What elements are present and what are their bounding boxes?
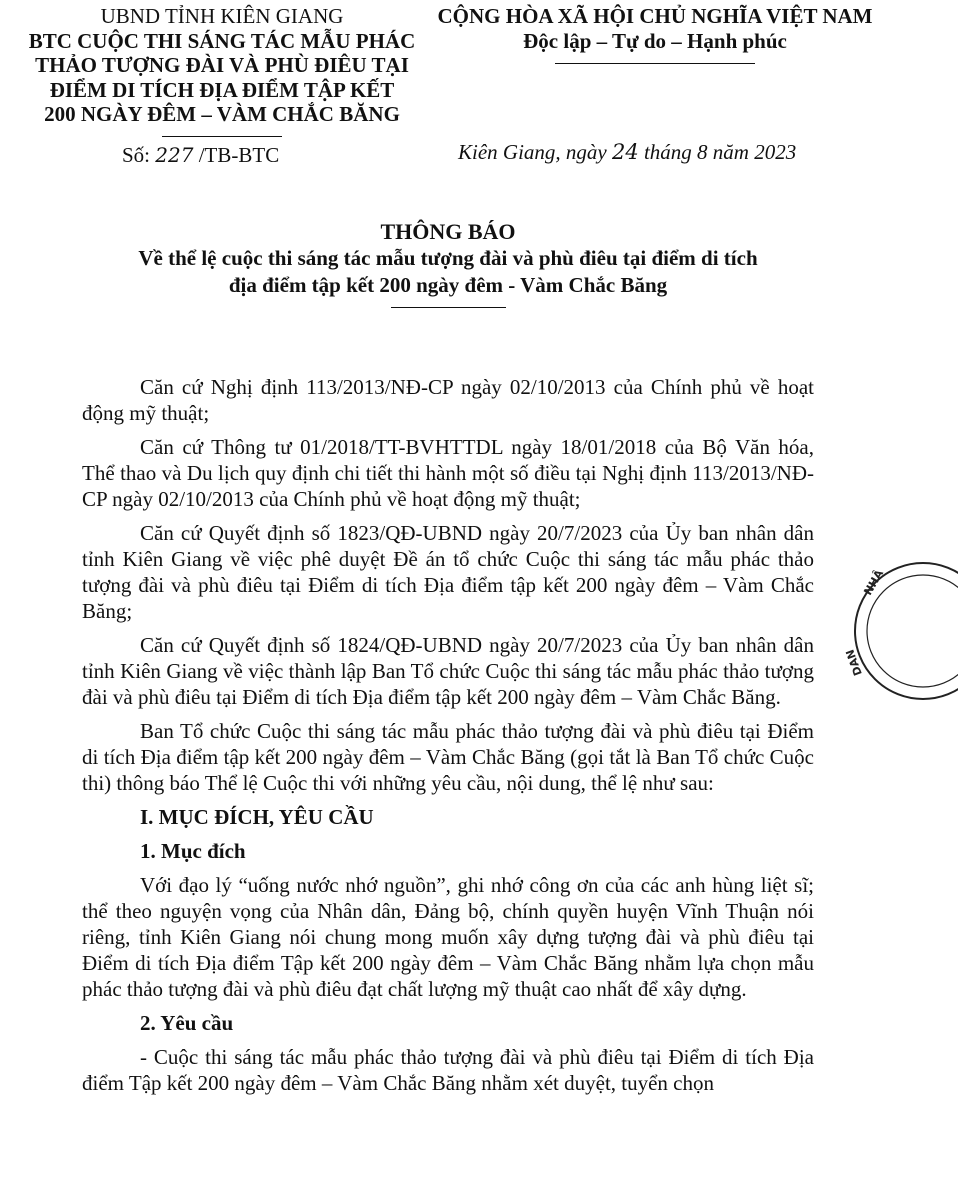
issuer-line-1: BTC CUỘC THI SÁNG TÁC MẪU PHÁC: [28, 28, 416, 53]
issuer-province: UBND TỈNH KIÊN GIANG: [100, 4, 344, 28]
issuer-line-4: 200 NGÀY ĐÊM – VÀM CHẮC BĂNG: [44, 102, 400, 126]
issuer-line-3: ĐIỂM DI TÍCH ĐỊA ĐIỂM TẬP KẾT: [49, 77, 395, 102]
issuer-line-2: THẢO TƯỢNG ĐÀI VÀ PHÙ ĐIÊU TẠI: [35, 53, 409, 77]
date-suffix: tháng 8 năm 2023: [643, 140, 797, 164]
title-underline: [391, 307, 506, 308]
paragraph-legal-basis-1: Căn cứ Nghị định 113/2013/NĐ-CP ngày 02/10/2013 của Chính phủ về hoạt động mỹ thuật;: [82, 375, 814, 425]
issue-date: [458, 140, 796, 165]
paragraph-requirements: - Cuộc thi sáng tác mẫu phác thảo tượng đài và phù điêu tại Điểm di tích Địa điểm Tập kết 200 ngày đêm – Vàm Chắc Băng nhằm xét duyệt, tuyển chọn: [82, 1045, 814, 1095]
seal-icon: [843, 556, 958, 706]
date-day-handwritten: 24: [611, 140, 639, 164]
document-number: [122, 143, 279, 168]
date-prefix: Kiên Giang, ngày: [458, 140, 607, 164]
paragraph-purpose: Với đạo lý “uống nước nhớ nguồn”, ghi nhớ công ơn của các anh hùng liệt sĩ; thể theo nguyện vọng của Nhân dân, Đảng bộ, chính quyền huyện Vĩnh Thuận nói riêng, tỉnh Kiên Giang nói chung mong muốn xây dựng tượng đài và phù điêu tại Điểm di tích Địa điểm Tập kết 200 ngày đêm – Vàm Chắc Băng nhằm lựa chọn mẫu phác thảo tượng đài và phù điêu đạt chất lượng mỹ thuật cao nhất để xây dựng.: [82, 873, 814, 1001]
doc-number-suffix: /TB-BTC: [198, 143, 280, 167]
seal-text-top: NHÂ: [861, 567, 887, 598]
red-seal-fragment: [843, 556, 958, 706]
doc-number-prefix: Số:: [122, 143, 151, 167]
paragraph-legal-basis-2: Căn cứ Thông tư 01/2018/TT-BVHTTDL ngày 18/01/2018 của Bộ Văn hóa, Thể thao và Du lịch quy định chi tiết thi hành một số điều tại Nghị định 113/2013/NĐ-CP ngày 02/10/2013 của Chính phủ về hoạt động mỹ thuật;: [82, 435, 814, 511]
document-body: [82, 374, 814, 1104]
title-subtitle-1: Về thể lệ cuộc thi sáng tác mẫu tượng đài và phù điêu tại điểm di tích: [138, 246, 758, 270]
paragraph-legal-basis-4: Căn cứ Quyết định số 1824/QĐ-UBND ngày 20/7/2023 của Ủy ban nhân dân tỉnh Kiên Giang về việc thành lập Ban Tổ chức Cuộc thi sáng tác mẫu phác thảo tượng đài và phù điêu tại Điểm di tích Địa điểm tập kết 200 ngày đêm – Vàm Chắc Băng.: [82, 633, 814, 709]
national-header: [425, 4, 885, 64]
seal-text-side: DAN: [843, 647, 865, 678]
section-heading-1: I. MỤC ĐÍCH, YÊU CẦU: [140, 805, 374, 829]
issuer-block: [12, 4, 432, 137]
subsection-purpose: 1. Mục đích: [140, 839, 246, 863]
doc-number-handwritten: 227: [155, 143, 194, 167]
title-main: THÔNG BÁO: [380, 219, 516, 244]
subsection-requirements: 2. Yêu cầu: [140, 1011, 234, 1035]
nation-name: CỘNG HÒA XÃ HỘI CHỦ NGHĨA VIỆT NAM: [437, 4, 873, 28]
paragraph-legal-basis-3: Căn cứ Quyết định số 1823/QĐ-UBND ngày 20/7/2023 của Ủy ban nhân dân tỉnh Kiên Giang về việc phê duyệt Đề án tổ chức Cuộc thi sáng tác mẫu phác thảo tượng đài và phù điêu tại Điểm di tích Địa điểm tập kết 200 ngày đêm – Vàm Chắc Băng;: [82, 521, 814, 623]
motto-underline: [555, 63, 755, 64]
document-title: [0, 218, 896, 308]
title-subtitle-2: địa điểm tập kết 200 ngày đêm - Vàm Chắc Băng: [228, 273, 668, 297]
paragraph-announcement: Ban Tổ chức Cuộc thi sáng tác mẫu phác thảo tượng đài và phù điêu tại Điểm di tích Địa điểm tập kết 200 ngày đêm – Vàm Chắc Băng (gọi tắt là Ban Tổ chức Cuộc thi) thông báo Thể lệ Cuộc thi với những yêu cầu, nội dung, thể lệ như sau:: [82, 719, 814, 795]
issuer-underline: [162, 136, 282, 137]
national-motto: Độc lập – Tự do – Hạnh phúc: [523, 29, 787, 53]
